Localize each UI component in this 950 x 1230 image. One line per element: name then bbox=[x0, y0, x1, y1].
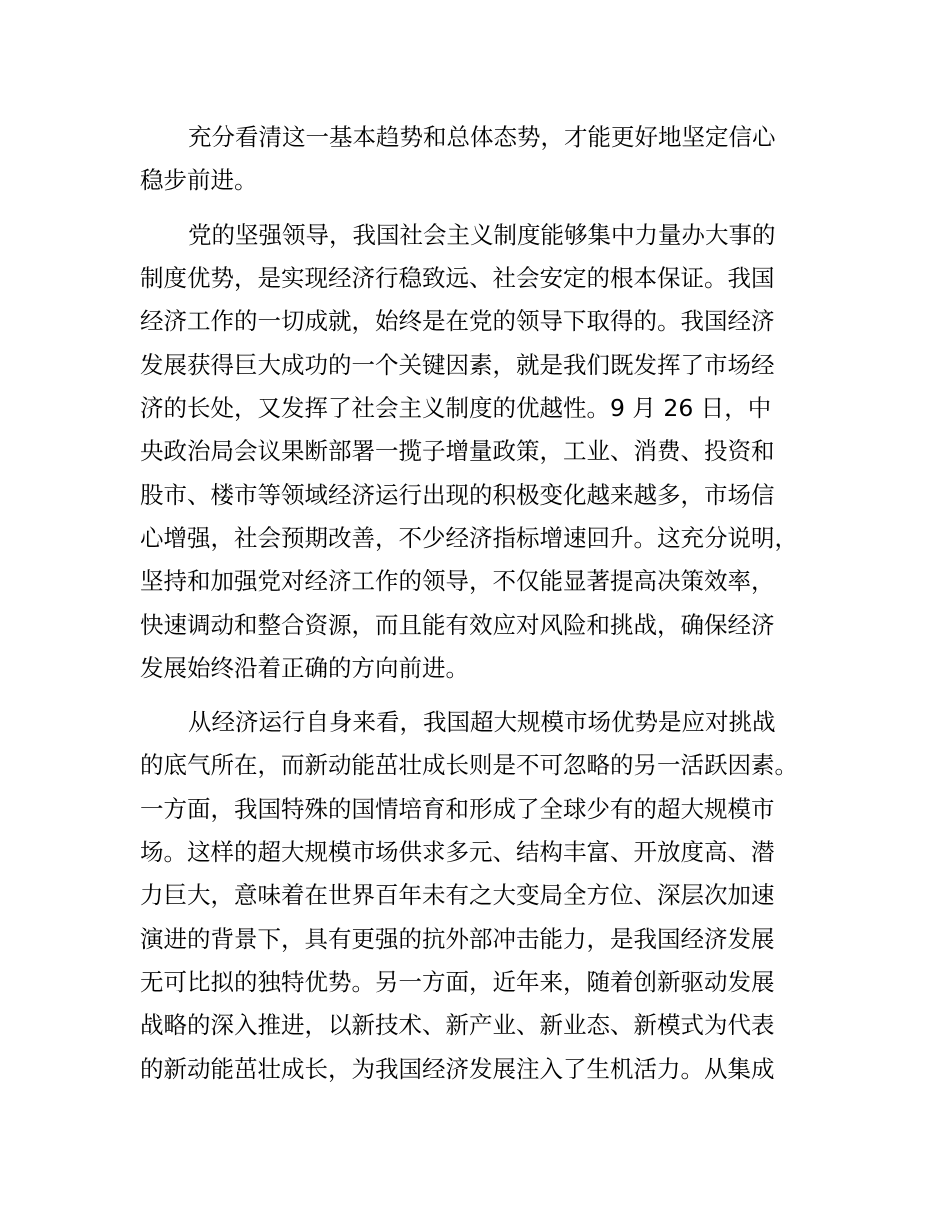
paragraph-2-line-5: 济的长处，又发挥了社会主义制度的优越性。9 月 26 日，中 bbox=[140, 394, 772, 422]
paragraph-3-line-9: 的新动能茁壮成长，为我国经济发展注入了生机活力。从集成 bbox=[140, 1055, 775, 1083]
paragraph-2-line-4: 发展获得巨大成功的一个关键因素，就是我们既发挥了市场经 bbox=[140, 351, 775, 379]
paragraph-2-line-1: 党的坚强领导，我国社会主义制度能够集中力量办大事的 bbox=[188, 221, 776, 249]
paragraph-3-line-6: 演进的背景下，具有更强的抗外部冲击能力，是我国经济发展 bbox=[140, 925, 775, 953]
paragraph-3-line-1: 从经济运行自身来看，我国超大规模市场优势是应对挑战 bbox=[188, 708, 776, 736]
paragraph-2-line-11: 发展始终沿着正确的方向前进。 bbox=[140, 654, 469, 682]
paragraph-3-line-8: 战略的深入推进，以新技术、新产业、新业态、新模式为代表 bbox=[140, 1011, 775, 1039]
paragraph-3-line-2: 的底气所在，而新动能茁壮成长则是不可忽略的另一活跃因素。 bbox=[140, 751, 798, 779]
paragraph-2-line-2: 制度优势，是实现经济行稳致远、社会安定的根本保证。我国 bbox=[140, 264, 775, 292]
paragraph-2-line-10: 快速调动和整合资源，而且能有效应对风险和挑战，确保经济 bbox=[140, 611, 775, 639]
paragraph-3-line-3: 一方面，我国特殊的国情培育和形成了全球少有的超大规模市 bbox=[140, 795, 775, 823]
paragraph-2-line-3: 经济工作的一切成就，始终是在党的领导下取得的。我国经济 bbox=[140, 307, 775, 335]
paragraph-2-line-8: 心增强，社会预期改善，不少经济指标增速回升。这充分说明， bbox=[140, 524, 798, 552]
paragraph-2-line-6: 央政治局会议果断部署一揽子增量政策，工业、消费、投资和 bbox=[140, 437, 775, 465]
paragraph-2-line-7: 股市、楼市等领域经济运行出现的积极变化越来越多，市场信 bbox=[140, 481, 775, 509]
paragraph-1-line-1: 充分看清这一基本趋势和总体态势，才能更好地坚定信心 bbox=[188, 123, 776, 151]
paragraph-1-line-2: 稳步前进。 bbox=[140, 166, 258, 194]
paragraph-3-line-4: 场。这样的超大规模市场供求多元、结构丰富、开放度高、潜 bbox=[140, 838, 775, 866]
paragraph-3-line-7: 无可比拟的独特优势。另一方面，近年来，随着创新驱动发展 bbox=[140, 968, 775, 996]
paragraph-3-line-5: 力巨大，意味着在世界百年未有之大变局全方位、深层次加速 bbox=[140, 881, 775, 909]
paragraph-2-line-9: 坚持和加强党对经济工作的领导，不仅能显著提高决策效率， bbox=[140, 567, 775, 595]
